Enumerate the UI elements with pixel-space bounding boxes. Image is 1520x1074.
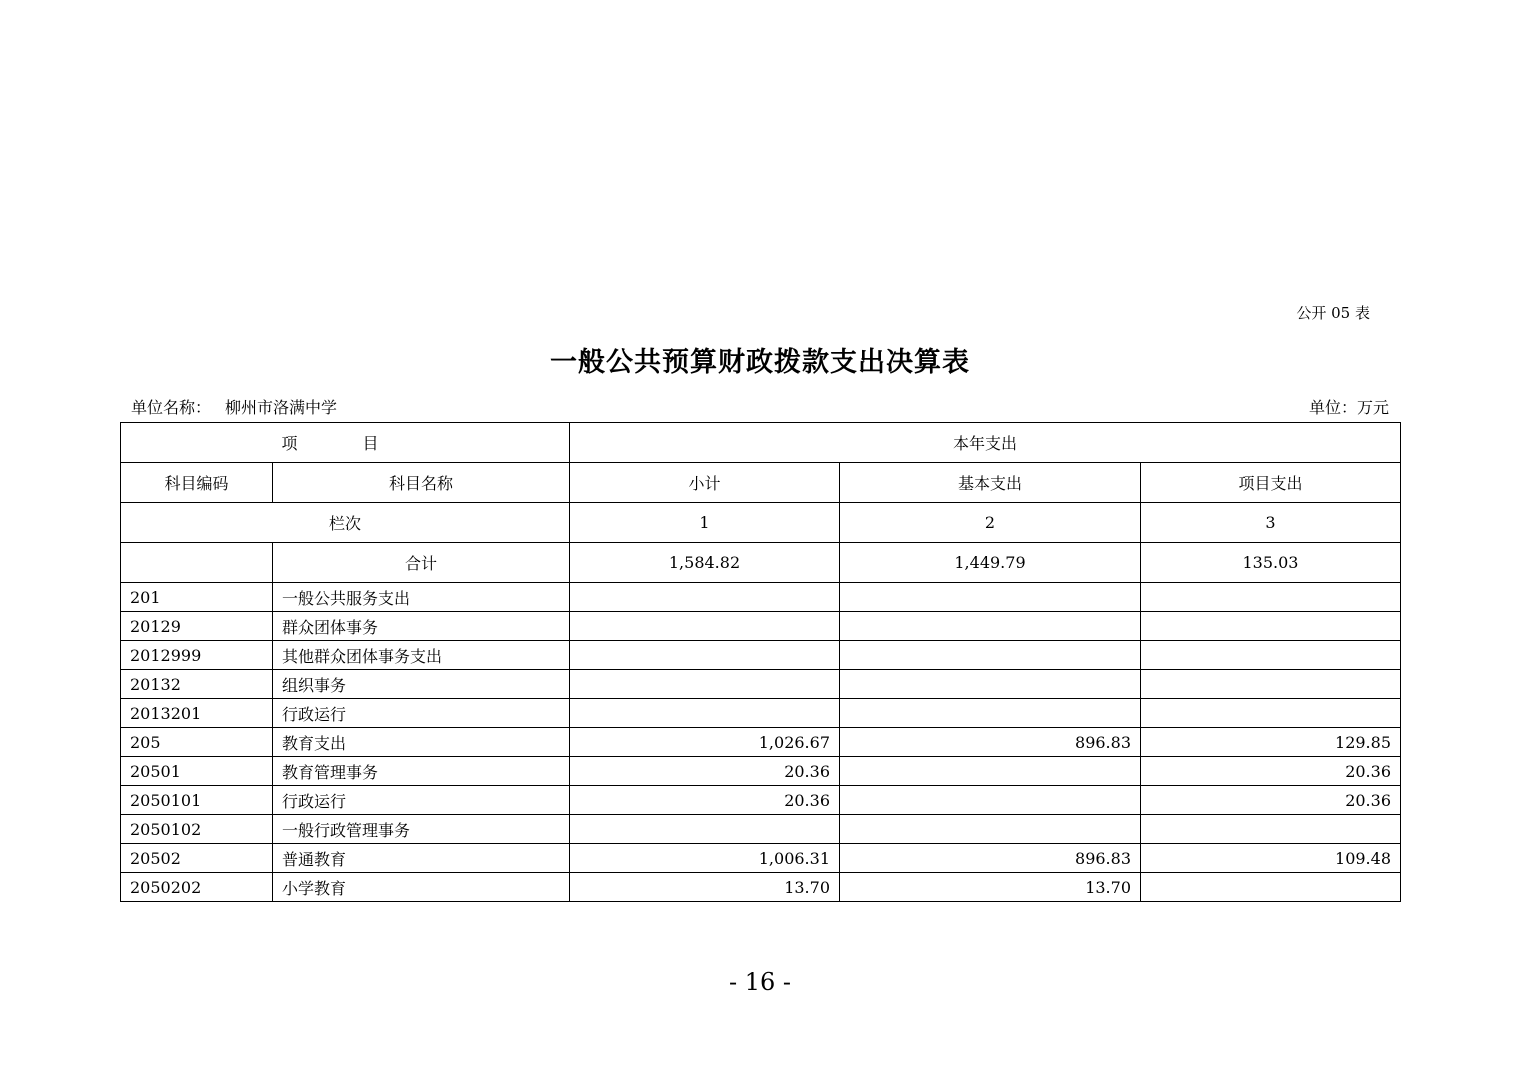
- unit-name-value: 柳州市洛满中学: [225, 398, 338, 417]
- row-code: 2050102: [121, 815, 273, 844]
- header-code: 科目编码: [121, 463, 273, 503]
- row-basic: 896.83: [840, 844, 1141, 873]
- row-code: 20129: [121, 612, 273, 641]
- row-code: 2012999: [121, 641, 273, 670]
- row-basic: [840, 757, 1141, 786]
- unit-name: [131, 395, 337, 418]
- row-name: 一般公共服务支出: [273, 583, 570, 612]
- table-row: [121, 728, 1401, 757]
- header-current-year-expense: 本年支出: [570, 423, 1401, 463]
- row-code: 20501: [121, 757, 273, 786]
- row-project: [1141, 641, 1401, 670]
- row-code: 2050101: [121, 786, 273, 815]
- header-name: 科目名称: [273, 463, 570, 503]
- row-project: 20.36: [1141, 786, 1401, 815]
- row-name: 教育管理事务: [273, 757, 570, 786]
- form-code: 公开 05 表: [1296, 304, 1370, 322]
- row-code: 2050202: [121, 873, 273, 902]
- table-row: [121, 844, 1401, 873]
- expenditure-table: [120, 422, 1401, 902]
- row-name: 行政运行: [273, 699, 570, 728]
- header-basic: 基本支出: [840, 463, 1141, 503]
- row-basic: [840, 699, 1141, 728]
- total-subtotal: 1,584.82: [570, 543, 840, 583]
- row-code: 2013201: [121, 699, 273, 728]
- row-subtotal: [570, 641, 840, 670]
- row-subtotal: [570, 670, 840, 699]
- row-code: 205: [121, 728, 273, 757]
- row-project: [1141, 873, 1401, 902]
- header-subtotal: 小计: [570, 463, 840, 503]
- row-subtotal: 20.36: [570, 786, 840, 815]
- row-subtotal: [570, 699, 840, 728]
- table-row: [121, 815, 1401, 844]
- table-row: [121, 699, 1401, 728]
- row-subtotal: 20.36: [570, 757, 840, 786]
- row-basic: 896.83: [840, 728, 1141, 757]
- row-name: 组织事务: [273, 670, 570, 699]
- table-row: [121, 757, 1401, 786]
- row-subtotal: [570, 583, 840, 612]
- row-name: 一般行政管理事务: [273, 815, 570, 844]
- header-project-expense: 项目支出: [1141, 463, 1401, 503]
- row-basic: [840, 641, 1141, 670]
- table-row: [121, 612, 1401, 641]
- row-project: 109.48: [1141, 844, 1401, 873]
- row-basic: 13.70: [840, 873, 1141, 902]
- row-basic: [840, 815, 1141, 844]
- total-code: [121, 543, 273, 583]
- total-row: [121, 543, 1401, 583]
- table-row: [121, 583, 1401, 612]
- total-basic: 1,449.79: [840, 543, 1141, 583]
- header-row-2: [121, 463, 1401, 503]
- row-subtotal: 1,026.67: [570, 728, 840, 757]
- column-index-3: 3: [1141, 503, 1401, 543]
- table-row: [121, 873, 1401, 902]
- row-name: 其他群众团体事务支出: [273, 641, 570, 670]
- row-subtotal: 1,006.31: [570, 844, 840, 873]
- row-basic: [840, 670, 1141, 699]
- column-index-1: 1: [570, 503, 840, 543]
- total-project: 135.03: [1141, 543, 1401, 583]
- header-project: 项 目: [121, 423, 570, 463]
- column-index-label: 栏次: [121, 503, 570, 543]
- row-basic: [840, 786, 1141, 815]
- unit-name-label: 单位名称：: [131, 398, 212, 417]
- table-body: [121, 423, 1401, 902]
- row-project: [1141, 583, 1401, 612]
- table-row: [121, 786, 1401, 815]
- row-basic: [840, 583, 1141, 612]
- page-title: 一般公共预算财政拨款支出决算表: [550, 347, 970, 378]
- table-row: [121, 670, 1401, 699]
- page-number: - 16 -: [728, 968, 791, 996]
- row-subtotal: [570, 815, 840, 844]
- row-basic: [840, 612, 1141, 641]
- header-row-column-index: [121, 503, 1401, 543]
- row-name: 教育支出: [273, 728, 570, 757]
- row-project: 20.36: [1141, 757, 1401, 786]
- header-row-1: [121, 423, 1401, 463]
- row-code: 201: [121, 583, 273, 612]
- row-code: 20132: [121, 670, 273, 699]
- row-subtotal: 13.70: [570, 873, 840, 902]
- row-project: [1141, 699, 1401, 728]
- row-project: [1141, 815, 1401, 844]
- row-name: 小学教育: [273, 873, 570, 902]
- row-name: 群众团体事务: [273, 612, 570, 641]
- currency-unit: 单位：万元: [1308, 398, 1389, 417]
- row-subtotal: [570, 612, 840, 641]
- row-code: 20502: [121, 844, 273, 873]
- row-name: 行政运行: [273, 786, 570, 815]
- column-index-2: 2: [840, 503, 1141, 543]
- row-project: 129.85: [1141, 728, 1401, 757]
- row-name: 普通教育: [273, 844, 570, 873]
- table-row: [121, 641, 1401, 670]
- row-project: [1141, 612, 1401, 641]
- row-project: [1141, 670, 1401, 699]
- total-label: 合计: [273, 543, 570, 583]
